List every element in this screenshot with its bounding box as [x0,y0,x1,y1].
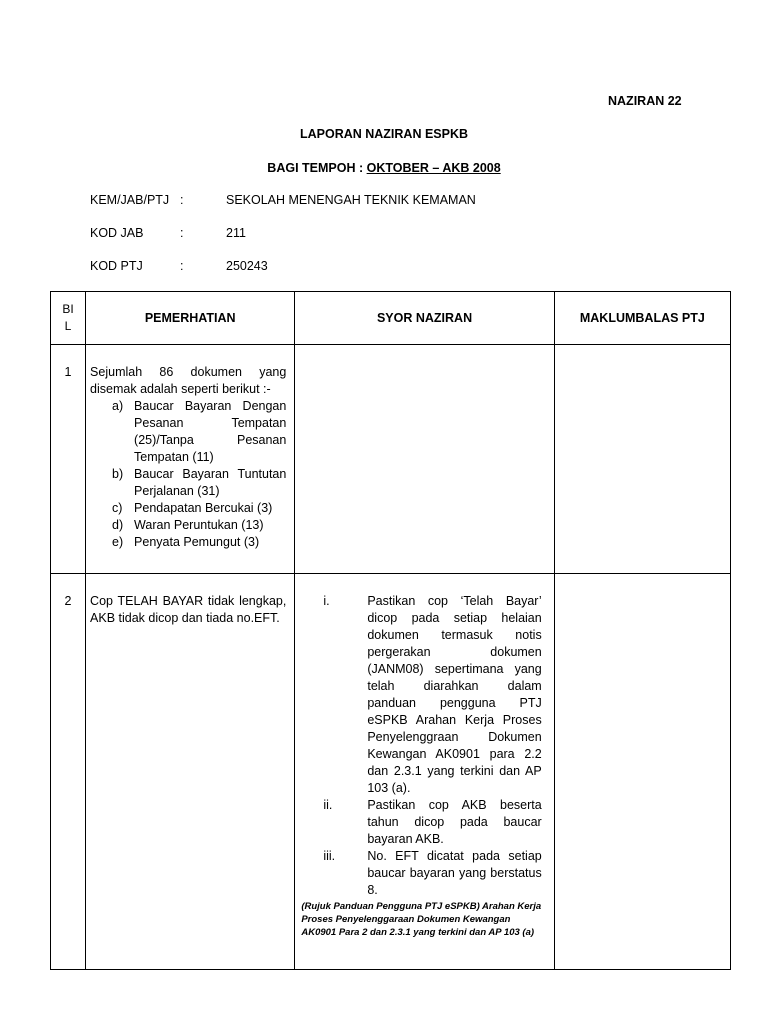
info-key: KOD JAB [90,226,144,240]
item-text: No. EFT dicatat pada setiap baucar bayaran yang berstatus 8. [367,849,542,897]
info-key: KOD PTJ [90,259,143,273]
item-text: Pastikan cop AKB beserta tahun dicop pada baucar bayaran AKB. [367,798,542,846]
header-syor: SYOR NAZIRAN [295,292,554,345]
list-item [301,797,541,848]
list-item [301,848,541,899]
info-colon: : [180,226,184,240]
list-item [90,466,286,500]
list-item [301,593,541,797]
pemerhatian-intro: Sejumlah 86 dokumen yang disemak adalah seperti berikut :- [90,365,287,396]
item-text: Baucar Bayaran Dengan Pesanan Tempatan (25)/Tanpa Pesanan Tempatan (11) [134,399,287,464]
list-item [90,398,286,466]
item-label: iii. [323,849,336,863]
item-label: a) [112,399,124,413]
row-syor [295,345,554,574]
report-period [0,161,768,175]
item-text: Pendapatan Bercukai (3) [134,501,273,515]
table-row [51,574,731,970]
item-text: Waran Peruntukan (13) [134,518,264,532]
item-label: b) [112,467,124,481]
info-colon: : [180,193,184,207]
findings-table [50,291,731,970]
item-text: Penyata Pemungut (3) [134,535,260,549]
reference-note: (Rujuk Panduan Pengguna PTJ eSPKB) Arahan Kerja Proses Penyelenggaraan Dokumen Kewangan AK0901 Para 2 dan 2.3.1 yang terkini dan AP 103 (a) [301,901,542,938]
row-pemerhatian [86,345,295,574]
info-value: 211 [226,226,246,240]
period-prefix: BAGI TEMPOH : [267,161,367,175]
item-text: Baucar Bayaran Tuntutan Perjalanan (31) [134,467,287,498]
info-key: KEM/JAB/PTJ [90,193,170,207]
header-bil [51,292,86,345]
list-item [90,517,286,534]
header-pemerhatian: PEMERHATIAN [86,292,295,345]
report-title: LAPORAN NAZIRAN ESPKB [299,127,469,141]
row-syor [295,574,554,970]
header-bil-line1: BI [62,302,74,316]
item-label: e) [112,535,124,549]
row-number: 2 [51,574,86,970]
item-label: c) [112,501,123,515]
row-number: 1 [51,345,86,574]
list-item [90,534,286,551]
item-label: d) [112,518,124,532]
item-label: i. [323,594,330,608]
period-value: OKTOBER – AKB 2008 [366,161,501,175]
header-bil-line2: L [64,319,72,333]
info-value: SEKOLAH MENENGAH TEKNIK KEMAMAN [226,193,476,207]
table-header-row [51,292,731,345]
table-row [51,345,731,574]
item-text: Pastikan cop ‘Telah Bayar’ dicop pada setiap helaian dokumen termasuk notis pergerakan dokumen (JANM08) sepertimana yang telah diarahkan dalam panduan pengguna PTJ eSPKB Arahan Kerja Proses Penyelenggraan Dokumen Kewangan AK0901 para 2.2 dan 2.3.1 yang terkini dan AP 103 (a). [367,594,542,795]
row-maklumbalas [554,345,730,574]
header-maklumbalas: MAKLUMBALAS PTJ [554,292,730,345]
item-label: ii. [323,798,333,812]
list-item [90,500,286,517]
info-colon: : [180,259,184,273]
row-pemerhatian: Cop TELAH BAYAR tidak lengkap, AKB tidak dicop dan tiada no.EFT. [86,574,295,970]
document-reference: NAZIRAN 22 [608,94,682,108]
info-value: 250243 [226,259,268,273]
row-maklumbalas [554,574,730,970]
